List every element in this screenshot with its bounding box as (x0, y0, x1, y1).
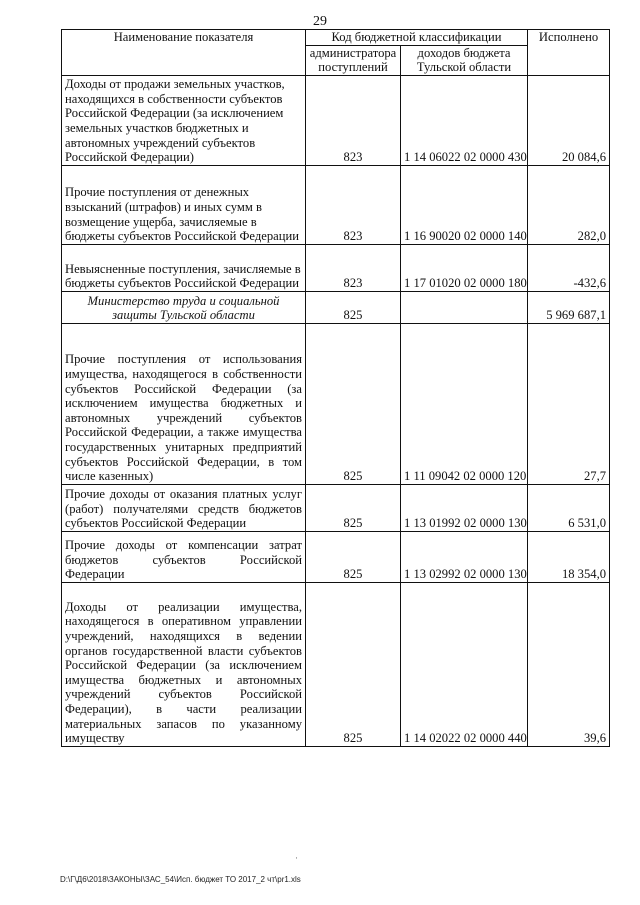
row-name: Доходы от реализации имущества, находящегося в оперативном управлении учреждений, находящихся в ведении органов государственной власти субъектов Российской Федерации (за исключением имущества бюджетных и автономных учреждений субъектов Российской Федерации), в части реализации материальных запасов по указанному имуществу (62, 582, 306, 746)
row-name: Министерство труда и социальной защиты Тульской области (62, 291, 306, 323)
row-amount: 6 531,0 (528, 484, 610, 531)
row-admin: 825 (306, 323, 401, 484)
row-code: 1 13 02992 02 0000 130 (401, 531, 528, 582)
row-admin: 825 (306, 582, 401, 746)
table-row (62, 582, 610, 746)
footer-file-path: D:\Г\Д6\2018\ЗАКОНЫ\ЗАС_54\Исп. бюджет ТО 2017_2 чт\pr1.xls (60, 875, 301, 884)
row-name: Прочие поступления от использования имущества, находящегося в собственности субъектов Российской Федерации (за исключением имущества бюджетных и автономных учреждений субъектов Российской Федерации, а также имущества государственных унитарных предприятий субъектов Российской Федерации, в том числе казенных) (62, 323, 306, 484)
row-code: 1 11 09042 02 0000 120 (401, 323, 528, 484)
budget-table (61, 29, 610, 747)
row-code: 1 17 01020 02 0000 180 (401, 244, 528, 291)
table-row (62, 165, 610, 244)
header-name: Наименование показателя (62, 30, 306, 76)
table-row-ministry (62, 291, 610, 323)
row-name: Доходы от продажи земельных участков, находящихся в собственности субъектов Российской Федерации (за исключением земельных участков бюджетных и автономных учреждений субъектов Российской Федерации) (62, 75, 306, 165)
header-row-1 (62, 30, 610, 46)
row-code: 1 13 01992 02 0000 130 (401, 484, 528, 531)
row-admin: 823 (306, 165, 401, 244)
header-executed: Исполнено (528, 30, 610, 76)
row-amount: 20 084,6 (528, 75, 610, 165)
row-name: Прочие доходы от оказания платных услуг (работ) получателями средств бюджетов субъектов Российской Федерации (62, 484, 306, 531)
table-row (62, 323, 610, 484)
header-code-group: Код бюджетной классификации (306, 30, 528, 46)
row-admin: 825 (306, 484, 401, 531)
row-code: 1 14 06022 02 0000 430 (401, 75, 528, 165)
table-row (62, 75, 610, 165)
table-row (62, 244, 610, 291)
row-amount: 39,6 (528, 582, 610, 746)
row-code: 1 14 02022 02 0000 440 (401, 582, 528, 746)
row-admin: 825 (306, 291, 401, 323)
row-admin: 823 (306, 244, 401, 291)
row-amount: 18 354,0 (528, 531, 610, 582)
scan-mark: · (295, 853, 298, 863)
table-row (62, 484, 610, 531)
row-amount: 5 969 687,1 (528, 291, 610, 323)
row-name: Прочие доходы от компенсации затрат бюджетов субъектов Российской Федерации (62, 531, 306, 582)
row-name: Невыясненные поступления, зачисляемые в бюджеты субъектов Российской Федерации (62, 244, 306, 291)
header-admin: администратора поступлений (306, 45, 401, 75)
page-number: 29 (313, 14, 327, 29)
table-row (62, 531, 610, 582)
row-admin: 825 (306, 531, 401, 582)
header-income: доходов бюджета Тульской области (401, 45, 528, 75)
row-admin: 823 (306, 75, 401, 165)
row-code: 1 16 90020 02 0000 140 (401, 165, 528, 244)
row-code (401, 291, 528, 323)
row-amount: 282,0 (528, 165, 610, 244)
row-amount: -432,6 (528, 244, 610, 291)
row-amount: 27,7 (528, 323, 610, 484)
row-name: Прочие поступления от денежных взысканий (штрафов) и иных сумм в возмещение ущерба, зачисляемые в бюджеты субъектов Российской Федерации (62, 165, 306, 244)
